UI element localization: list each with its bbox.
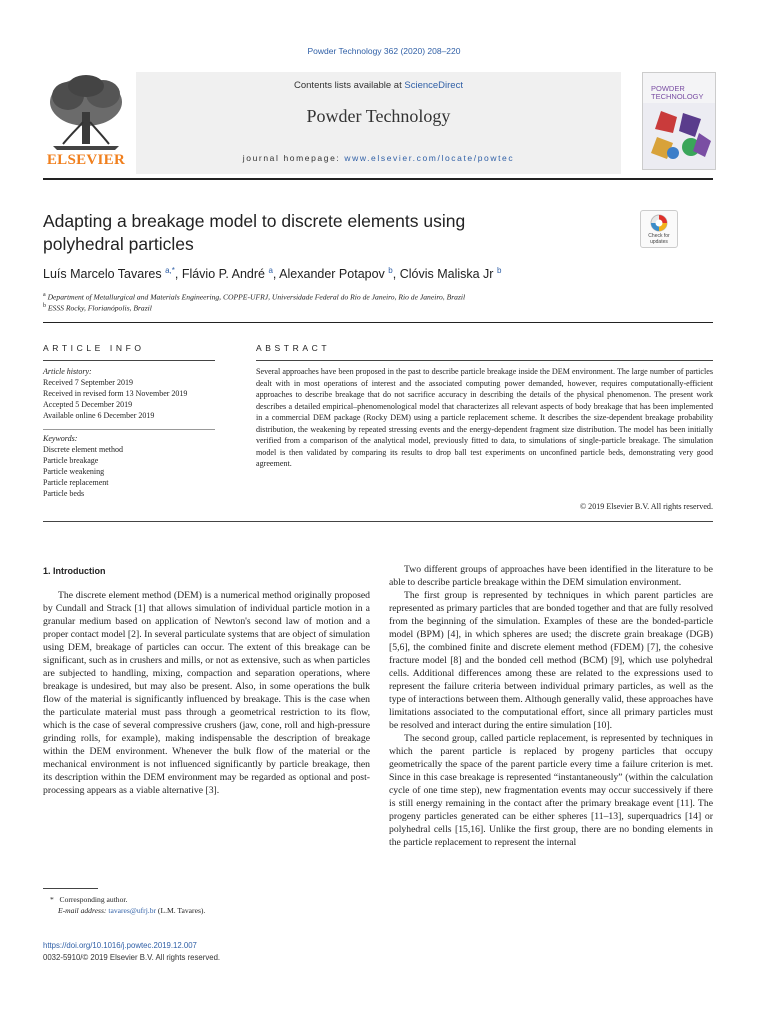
- journal-reference[interactable]: Powder Technology 362 (2020) 208–220: [307, 46, 461, 56]
- abstract-heading: ABSTRACT: [256, 343, 331, 353]
- author-name: Flávio P. André: [181, 267, 265, 282]
- author-name: Alexander Potapov: [279, 267, 385, 282]
- contents-line: [136, 80, 621, 91]
- crossmark-label-line2: updates: [650, 238, 668, 245]
- homepage-prefix: journal homepage:: [242, 153, 345, 163]
- author-name: Clóvis Maliska Jr: [399, 267, 494, 282]
- elsevier-wordmark: ELSEVIER: [46, 152, 126, 168]
- contents-prefix: Contents lists available at: [294, 80, 405, 91]
- cover-title-line2: TECHNOLOGY: [651, 92, 704, 101]
- body-paragraph: Two different groups of approaches have been identified in the literature to be able to describe particle breakage within the DEM simulation environment.: [389, 564, 713, 588]
- keywords-rule: [43, 429, 215, 430]
- masthead: [43, 72, 621, 174]
- author-separator: ,: [174, 267, 182, 282]
- author-affil-marker[interactable]: b: [496, 266, 502, 275]
- author-separator: ,: [272, 267, 280, 282]
- header-rule: [43, 178, 713, 180]
- author-list: [43, 266, 501, 281]
- footnote-rule: [43, 888, 98, 889]
- body-paragraph: The discrete element method (DEM) is a numerical method originally proposed by Cundall and Strack [1] that allows simulation of individual particle motion in a granular medium based on application of Newton's second law of motion and a proper contact model [2]. In several particulate systems that are object of simulation using DEM, breakage of particles can occur. The extent of this breakage can be significant, such as in crushers and mills, or not as extensive, such as when particles are subjected to handling, mixing, compaction and separation operations, where breakage is undesired, but may also be present. Also, in some operations the bulk flow of the material is significantly influenced by breakage. This is the case when the particulate material must pass through a geometrical restriction to its flow, which is the case of several compressive crushers (jaw, cone, roll and high-pressure grinding rolls, for example), making indispensable the description of breakage within the DEM environment. Whenever the bulk flow of the material or the mechanical environment is not influenced significantly by particle breakage, then its description within the DEM environment may be regarded as optional and post-processing appears as a viable alternative [3].: [43, 590, 370, 796]
- author[interactable]: [400, 267, 502, 281]
- footnote-corresponding-text: Corresponding author.: [59, 895, 128, 904]
- author-separator: ,: [392, 267, 400, 282]
- history-item: Received in revised form 13 November 2019: [43, 389, 188, 398]
- cover-title-line1: POWDER: [651, 84, 685, 93]
- section-title-introduction: 1. Introduction: [43, 566, 106, 576]
- history-item: Accepted 5 December 2019: [43, 400, 133, 409]
- email-label: E-mail address:: [58, 906, 109, 915]
- footnote-marker: *: [50, 895, 54, 904]
- body-column-left: [43, 589, 370, 797]
- affiliation-marker: b: [43, 303, 46, 309]
- abstract-text: Several approaches have been proposed in the past to describe particle breakage inside the DEM environment. The large number of particles dealt with in most operations of interest and the associated computing power demanded, however, requires computationally-efficient approaches to describe breakage that do not sacrifice accuracy in describing the details of the physical phenomenon. The present work describes a detailed empirical–phenomenological model that characterizes all relevant aspects of body breakage that has been implemented in a commercial DEM package (Rocky DEM) using a particle replacement scheme. It describes the size-dependent breakage probability distribution, the weakening by repeated stressing events and the energy-dependent fragment size distribution. The model has been initially verified from a comparison of the analytical model, previously fitted to data, to simulations of single-particle breakage. The simulation model is then validated by comparing its results to drop ball test experiments on unconfined particle beds, demonstrating very good agreement.: [256, 367, 713, 468]
- keyword: Particle beds: [43, 489, 85, 498]
- body-paragraph: The second group, called particle replacement, is represented by techniques in which the parent particle is replaced by progeny particles that occupy geometrically the space of the parent particle every time a failure criterion is met. Since in this case breakage is represented “instantaneously” (within the calculation cycle of one time step), new fragmentation events may occur successively if there is still energy remaining in the contact after the primary breakage event [11]. The progeny particles generated can be either spheres [11–13], superquadrics [14] or polyhedral cells [15,16]. Unlike the first group, there are no bonding elements in the particle replacement to represent the internal: [389, 733, 713, 848]
- author[interactable]: [43, 267, 182, 281]
- check-for-updates-button[interactable]: [640, 210, 678, 248]
- abstract-bottom-rule: [43, 521, 713, 522]
- email-link[interactable]: tavares@ufrj.br: [108, 906, 157, 915]
- author-affil-marker[interactable]: a,*: [165, 266, 175, 275]
- keyword: Particle breakage: [43, 456, 99, 465]
- article-info-heading: ARTICLE INFO: [43, 343, 145, 353]
- history-item: Available online 6 December 2019: [43, 411, 155, 420]
- keyword: Discrete element method: [43, 445, 123, 454]
- footnote-corresponding: [50, 895, 127, 904]
- masthead-box: [136, 72, 621, 174]
- crossmark-icon: [650, 214, 668, 232]
- affiliation-text: Department of Metallurgical and Materials Engineering, COPPE-UFRJ, Universidade Federal do Rio de Janeiro, Rio de Janeiro, Brazil: [47, 292, 466, 302]
- affiliation: [43, 292, 465, 302]
- crossmark-label: [641, 234, 677, 245]
- email-suffix: (L.M. Tavares).: [156, 906, 206, 915]
- journal-homepage: [136, 153, 621, 163]
- author-affil-marker[interactable]: a: [268, 266, 273, 275]
- author[interactable]: [279, 267, 400, 281]
- affiliation-text: ESSS Rocky, Florianópolis, Brazil: [47, 303, 152, 313]
- journal-title: Powder Technology: [306, 106, 451, 126]
- front-matter-rule: [43, 322, 713, 323]
- crossmark-label-line1: Check for: [648, 233, 670, 239]
- history-label: Article history:: [43, 367, 92, 376]
- author[interactable]: [182, 267, 279, 281]
- keywords-label: Keywords:: [43, 434, 78, 443]
- homepage-link[interactable]: www.elsevier.com/locate/powtec: [344, 153, 515, 163]
- keyword: Particle weakening: [43, 467, 105, 476]
- issn-line: 0032-5910/© 2019 Elsevier B.V. All rights reserved.: [43, 953, 221, 962]
- author-name: Luís Marcelo Tavares: [43, 267, 162, 282]
- article-title: [43, 210, 583, 256]
- body-paragraph: The first group is represented by techniques in which parent particles are represented as primary particles that are bonded together and that are fully resolved from the beginning of the simulation. Examples of these are the bonded-particle model (BPM) [4], in which spheres are used; the discrete grain breakage (DGB) [5,6], the combined finite and discrete element method (FDEM) [7], the cohesive fracture model [8] and the bonded cell method (BCM) [9], which use polyhedral cells. Additional differences among these are related to the expressions used to represent the failure criteria between individual primary particles, as well as the type of interactions between them. Although generally valid, these approaches have limitations associated to the computational effort, since all primary particles must be resolved and interact during the entire simulation [10].: [389, 590, 713, 731]
- cover-art-icon: [643, 103, 715, 169]
- affiliation-marker: a: [43, 292, 46, 298]
- affiliation: [43, 303, 152, 313]
- footnote-email: [58, 906, 205, 915]
- abstract-copyright: © 2019 Elsevier B.V. All rights reserved.: [579, 502, 713, 511]
- title-line-1: Adapting a breakage model to discrete elements using: [43, 211, 466, 231]
- author-affil-marker[interactable]: b: [388, 266, 393, 275]
- elsevier-tree-logo: [43, 72, 129, 174]
- article-info-rule: [43, 360, 215, 361]
- sciencedirect-link[interactable]: ScienceDirect: [404, 80, 463, 91]
- history-item: Received 7 September 2019: [43, 378, 133, 387]
- tree-icon: [43, 72, 129, 152]
- body-column-right: [389, 563, 713, 849]
- doi-link[interactable]: https://doi.org/10.1016/j.powtec.2019.12.007: [43, 941, 197, 950]
- journal-cover: [642, 72, 716, 170]
- keyword: Particle replacement: [43, 478, 109, 487]
- title-line-2: polyhedral particles: [43, 234, 194, 254]
- abstract-rule: [256, 360, 713, 361]
- cover-title: [651, 85, 704, 101]
